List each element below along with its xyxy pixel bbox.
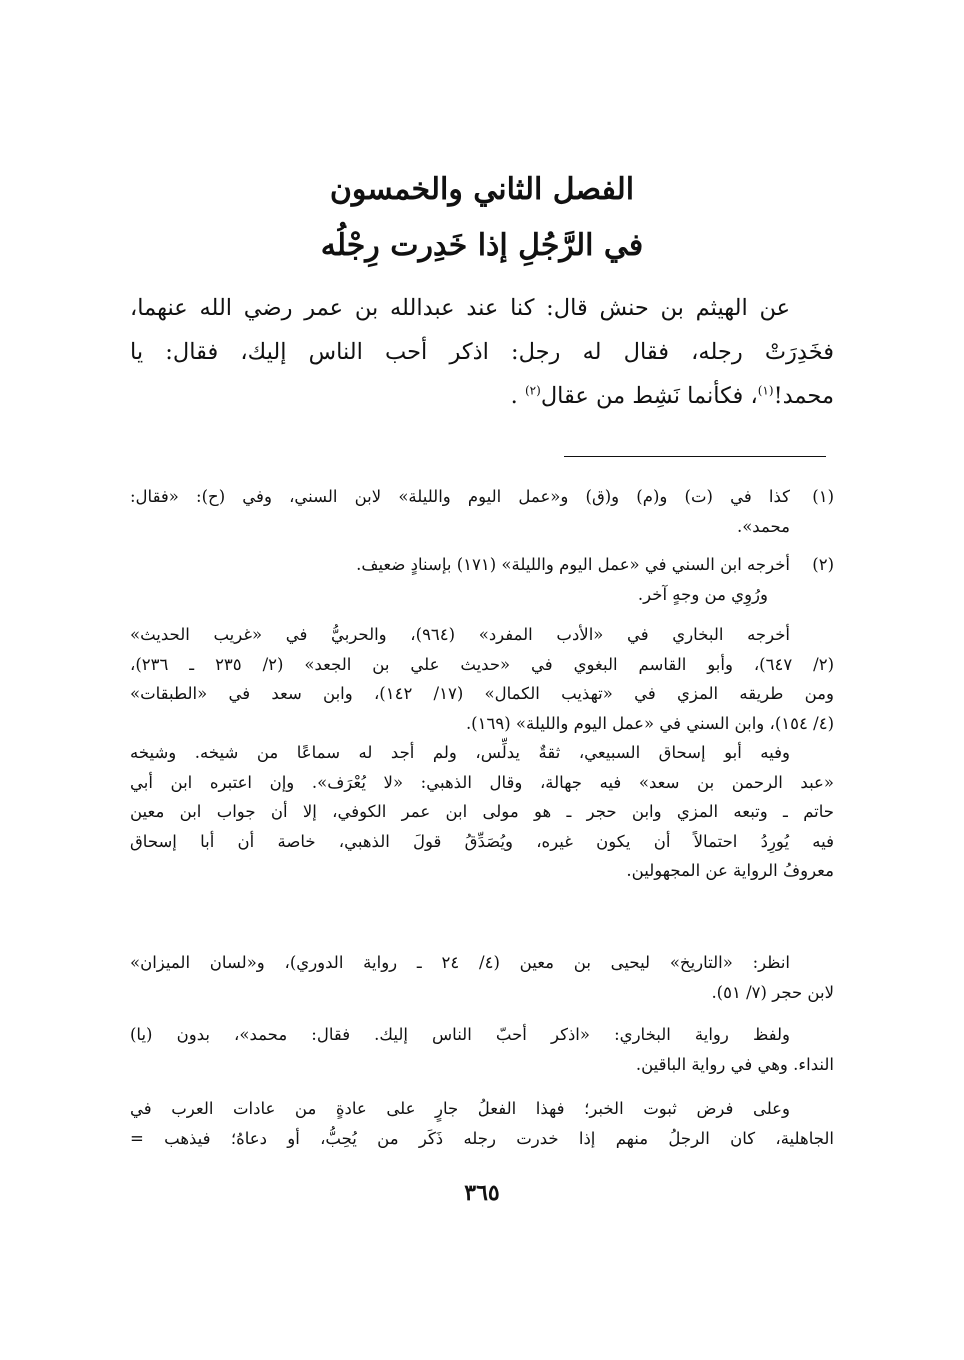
chapter-subtitle: في الرَّجُلِ إذا خَدِرت رِجْلُه [320,228,644,263]
footnote-line: انظر: «التاريخ» ليحيى بن معين (٤/ ٢٤ ـ رواية الدوري)، و«لسان الميزان» [130,953,791,972]
footnote-line: ورُوِي من وجهٍ آخر. [637,584,768,604]
footnote-line: حاتم ـ وتبعه المزي وابن حجر ـ هو مولى ابن عمر الكوفي، إلا أن جواب ابن معين [130,802,834,821]
footnote-paragraph [130,1094,834,1153]
footnote-ref-2: (٢) [524,383,541,398]
footnote-paragraph [130,738,834,886]
footnote-line: (٤/ ١٥٤)، وابن السني في «عمل اليوم والليلة» (١٦٩). [465,713,834,733]
footnote-separator [564,456,826,457]
footnote-ref-1: (١) [757,383,774,398]
footnote-paragraph [130,620,834,738]
main-line: فخَدِرَتْ رجله، فقال له رجل: اذكر أحب الناس إليك، فقال: يا [130,339,834,365]
chapter-title: الفصل الثاني والخمسون [329,172,635,207]
footnote-line: النداء. وهي في رواية الباقين. [635,1054,834,1074]
footnote-line: ومن طريقه المزي في «تهذيب الكمال» (١٧/ ١٤٢)، وابن سعد في «الطبقات» [130,684,834,703]
main-line [130,374,834,418]
footnote-number: (١) [812,487,834,506]
footnote-number: (٢) [812,555,834,574]
main-text-fragment: . [510,383,518,409]
footnote-paragraph [130,948,834,1007]
footnote-line: وعلى فرض ثبوت الخبر؛ فهذا الفعلُ جارٍ على عادةٍ من عادات العرب في [130,1099,790,1118]
footnote-paragraph [130,1020,834,1079]
footnote-line: معروفُ الرواية عن المجهولين. [626,861,834,880]
main-line: عن الهيثم بن حنش قال: كنا عند عبدالله بن عمر رضي الله عنهما، [130,295,790,321]
footnote-1 [130,482,834,542]
footnote-line: أخرجه ابن السني في «عمل اليوم والليلة» (١٧١) بإسنادٍ ضعيف. [356,555,790,574]
main-text [130,286,834,418]
footnote-line: كذا في (ت) و(م) و(ق) و«عمل اليوم والليلة» لابن السني، وفي (ح): «فقال: [130,487,790,506]
footnote-line: وفيه أبو إسحاق السبيعي، ثقةٌ يدلِّس، ولم أجد له سماعًا من شيخه. وشيخه [130,743,790,762]
main-text-fragment: ، فكأنما نَشِط من عقال [540,383,758,409]
footnote-line: لابن حجر (٧/ ٥١). [711,982,834,1002]
footnote-line: أخرجه البخاري في «الأدب المفرد» (٩٦٤)، والحربيُّ في «غريب الحديث» [130,625,791,644]
footnote-line: ولفظ رواية البخاري: «اذكر أحبّ الناس إليك. فقال: محمد»، بدون (يا) [130,1025,790,1044]
main-text-fragment: محمد! [773,383,834,409]
footnote-line: محمد». [736,516,790,536]
footnote-line: «عبد الرحمن بن سعد» فيه جهالة، وقال الذهبي: «لا يُعْرَف». وإن اعتبره ابن أبي [130,772,834,792]
footnote-line: فيه يُورِدُ احتمالاً أن يكون غيره، ويُصَدِّقُ قولَ الذهبي، خاصة أن أبا إسحاق [130,831,834,851]
footnote-line: الجاهلية، كان الرجلُ منهم إذا خدرت رجله ذَكَر من يُحِبُّ، أو دعاهُ؛ فيذهب = [130,1128,834,1148]
page-number: ٣٦٥ [464,1180,500,1206]
footnote-2 [130,550,834,610]
footnote-line: (٢/ ٦٤٧)، وأبو القاسم البغوي في «حديث علي بن الجعد» (٢/ ٢٣٥ ـ ٢٣٦)، [130,654,835,674]
